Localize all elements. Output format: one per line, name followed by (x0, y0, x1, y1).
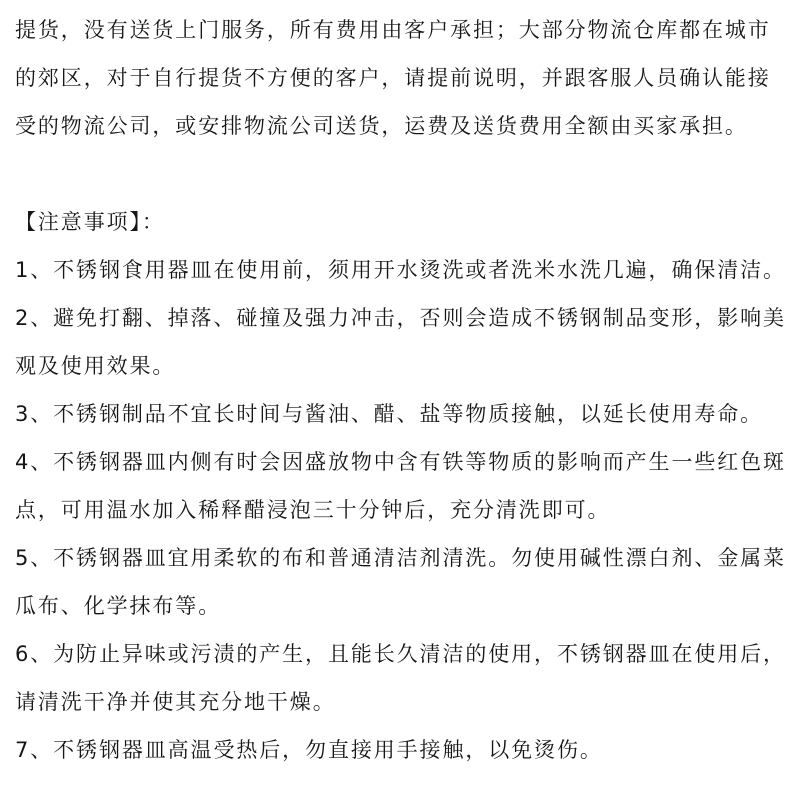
notice-line: 6、为防止异味或污渍的产生，且能长久清洁的使用，不锈钢器皿在使用后， (15, 642, 786, 666)
paragraph-gap (15, 150, 793, 198)
notice-line: 4、不锈钢器皿内侧有时会因盛放物中含有铁等物质的影响而产生一些红色斑 (15, 450, 786, 474)
notice-line: 1、不锈钢食用器皿在使用前，须用开水烫洗或者洗米水洗几遍，确保清洁。 (15, 258, 786, 282)
intro-line: 受的物流公司，或安排物流公司送货，运费及送货费用全额由买家承担。 (15, 114, 748, 138)
notice-item-5 (15, 534, 793, 630)
notice-item-6 (15, 630, 793, 726)
notice-list (15, 246, 793, 774)
notice-heading: 【注意事项】： (15, 210, 165, 234)
document (15, 6, 793, 774)
notice-item-3 (15, 390, 793, 438)
notice-item-1 (15, 246, 793, 294)
intro-line: 提货，没有送货上门服务，所有费用由客户承担；大部分物流仓库都在城市 (15, 18, 771, 42)
notice-item-4 (15, 438, 793, 534)
notice-item-7 (15, 726, 793, 774)
notice-line: 5、不锈钢器皿宜用柔软的布和普通清洁剂清洗。勿使用碱性漂白剂、金属菜 (15, 546, 786, 570)
notice-line: 3、不锈钢制品不宜长时间与酱油、醋、盐等物质接触，以延长使用寿命。 (15, 402, 764, 426)
notice-line: 2、避免打翻、掉落、碰撞及强力冲击，否则会造成不锈钢制品变形，影响美 (15, 306, 786, 330)
notice-item-2 (15, 294, 793, 390)
notice-line: 7、不锈钢器皿高温受热后，勿直接用手接触，以免烫伤。 (15, 738, 603, 762)
intro-line: 的郊区，对于自行提货不方便的客户，请提前说明，并跟客服人员确认能接 (15, 66, 771, 90)
notice-line: 点，可用温水加入稀释醋浸泡三十分钟后，充分清洗即可。 (15, 498, 611, 522)
notice-line: 瓜布、化学抹布等。 (15, 594, 222, 618)
intro-paragraph (15, 6, 793, 150)
notice-line: 观及使用效果。 (15, 354, 176, 378)
notice-line: 请清洗干净并使其充分地干燥。 (15, 690, 336, 714)
